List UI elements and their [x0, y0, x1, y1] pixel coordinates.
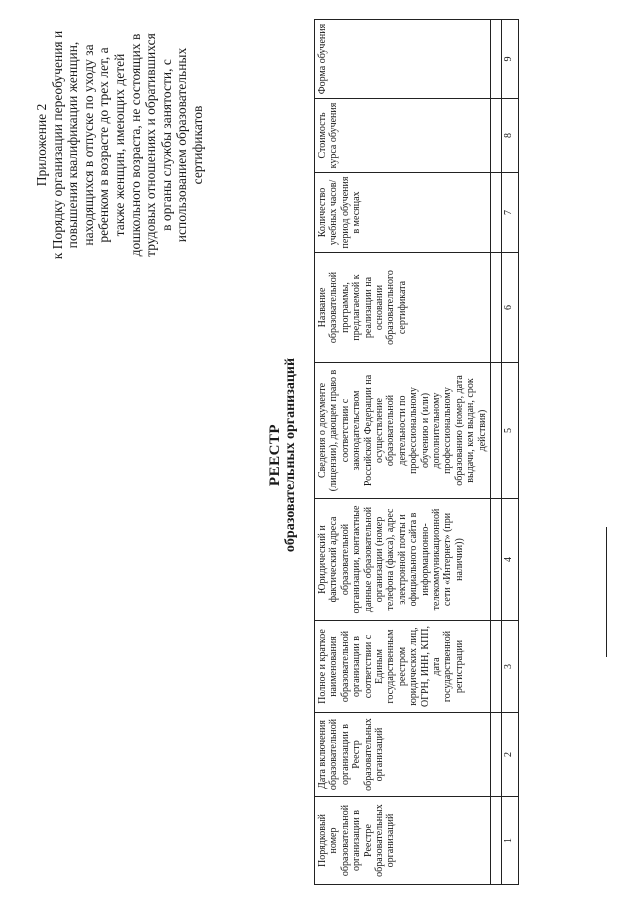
header-cell: Дата включения образовательной организации в Реестр образовательных организаций [315, 713, 491, 797]
registry-table [314, 19, 519, 885]
appendix-line: к Порядку организации переобучения и [49, 30, 65, 260]
column-number: 7 [502, 173, 519, 253]
appendix-reference-block [34, 25, 206, 265]
appendix-line: трудовых отношениях и обратившихся [143, 33, 159, 257]
empty-cell [491, 173, 502, 253]
column-number: 8 [502, 99, 519, 173]
column-number: 2 [502, 713, 519, 797]
appendix-heading: Приложение 2 [34, 103, 49, 187]
empty-cell [491, 713, 502, 797]
appendix-line: использованием образовательных [174, 47, 190, 243]
empty-cell [491, 621, 502, 713]
empty-cell [491, 20, 502, 99]
document-subtitle: образовательных организаций [283, 357, 298, 553]
header-cell: Юридический и фактический адреса образовательной организации, контактные данные образовательной организации (номер телефона (факса), адрес электронной почты и официального сайта в информационно-телекоммуникационной сети «Интернет» (при наличии)) [315, 499, 491, 621]
header-cell: Сведения о документе (лицензии), дающем право в соответствии с законодательством Российской Федерации на осуществление образовательной деятельности по профессиональному обучению и (или) дополнительному профессиональному образованию (номер, дата выдачи, кем выдан, срок действия) [315, 363, 491, 499]
empty-cell [491, 499, 502, 621]
header-cell: Стоимость курса обучения [315, 99, 491, 173]
appendix-line: в органы службы занятости, с [158, 59, 174, 231]
header-cell: Полное и краткое наименования образовательной организации в соответствии с Единым государственным реестром юридических лиц, ОГРН, ИНН, КПП, дата государственной регистрации [315, 621, 491, 713]
header-cell: Порядковый номер образовательной организации в Реестре образовательных организаций [315, 797, 491, 885]
column-number: 5 [502, 363, 519, 499]
column-number: 1 [502, 797, 519, 885]
empty-row [491, 20, 502, 885]
empty-cell [491, 99, 502, 173]
appendix-line: находящихся в отпуске по уходу за [80, 44, 96, 246]
appendix-line: также женщин, имеющих детей [111, 53, 127, 237]
empty-cell [491, 363, 502, 499]
appendix-line: ребенком в возрасте до трех лет, а [96, 47, 112, 243]
empty-cell [491, 797, 502, 885]
document-title: РЕЕСТР [267, 423, 283, 487]
column-number-row [502, 20, 519, 885]
header-cell: Форма обучения [315, 20, 491, 99]
header-cell: Количество учебных часов/ период обучения в месяцах [315, 173, 491, 253]
empty-cell [491, 253, 502, 363]
column-number: 9 [502, 20, 519, 99]
column-number: 6 [502, 253, 519, 363]
appendix-line: дошкольного возраста, не состоящих в [127, 33, 143, 257]
table-header-row [315, 20, 491, 885]
appendix-line: повышения квалификации женщин, [65, 41, 81, 249]
column-number: 3 [502, 621, 519, 713]
signature-divider-line [606, 527, 607, 657]
header-cell: Название образовательной программы, предлагаемой к реализации на основании образовательного сертификата [315, 253, 491, 363]
column-number: 4 [502, 499, 519, 621]
appendix-line: сертификатов [189, 105, 205, 185]
